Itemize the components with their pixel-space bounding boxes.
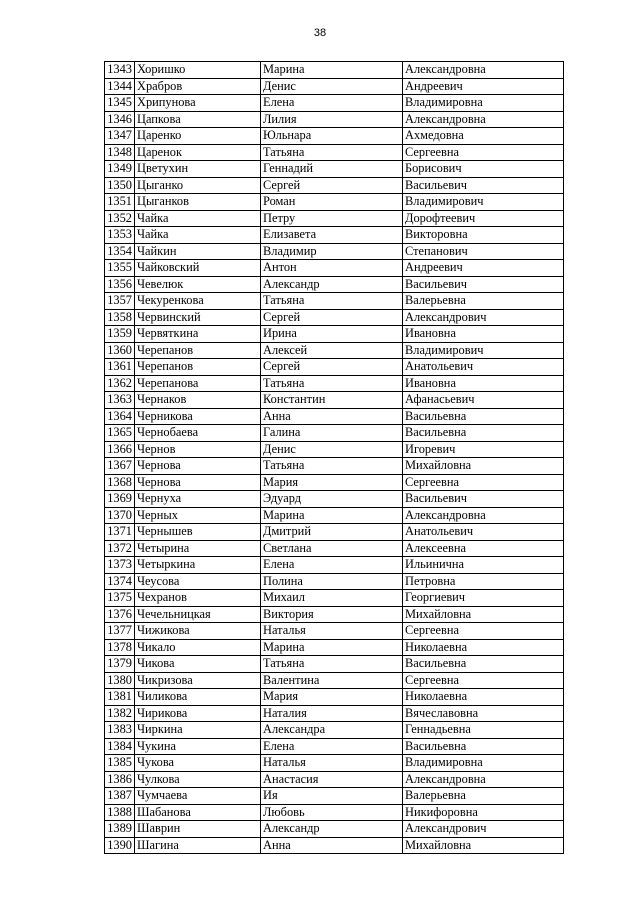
patronymic-cell: Сергеевна [403, 144, 564, 161]
patronymic-cell: Александрович [403, 309, 564, 326]
first-name-cell: Виктория [261, 606, 403, 623]
last-name-cell: Чукова [135, 755, 261, 772]
last-name-cell: Черепанова [135, 375, 261, 392]
row-number-cell: 1390 [105, 837, 135, 854]
row-number-cell: 1346 [105, 111, 135, 128]
patronymic-cell: Валерьевна [403, 788, 564, 805]
row-number-cell: 1347 [105, 128, 135, 145]
first-name-cell: Мария [261, 689, 403, 706]
table-row [105, 227, 564, 244]
row-number-cell: 1375 [105, 590, 135, 607]
table-row [105, 639, 564, 656]
row-number-cell: 1370 [105, 507, 135, 524]
first-name-cell: Марина [261, 639, 403, 656]
row-number-cell: 1359 [105, 326, 135, 343]
first-name-cell: Геннадий [261, 161, 403, 178]
row-number-cell: 1353 [105, 227, 135, 244]
patronymic-cell: Георгиевич [403, 590, 564, 607]
patronymic-cell: Владимирович [403, 342, 564, 359]
row-number-cell: 1373 [105, 557, 135, 574]
first-name-cell: Антон [261, 260, 403, 277]
table-row [105, 111, 564, 128]
row-number-cell: 1349 [105, 161, 135, 178]
first-name-cell: Сергей [261, 359, 403, 376]
first-name-cell: Марина [261, 62, 403, 79]
first-name-cell: Константин [261, 392, 403, 409]
table-row [105, 95, 564, 112]
patronymic-cell: Александровна [403, 771, 564, 788]
patronymic-cell: Анатольевич [403, 359, 564, 376]
patronymic-cell: Владимировна [403, 755, 564, 772]
patronymic-cell: Николаевна [403, 689, 564, 706]
last-name-cell: Чехранов [135, 590, 261, 607]
table-row [105, 293, 564, 310]
last-name-cell: Чернова [135, 474, 261, 491]
row-number-cell: 1368 [105, 474, 135, 491]
last-name-cell: Чайка [135, 227, 261, 244]
table-row [105, 755, 564, 772]
row-number-cell: 1361 [105, 359, 135, 376]
row-number-cell: 1350 [105, 177, 135, 194]
table-row [105, 573, 564, 590]
table-row [105, 491, 564, 508]
last-name-cell: Чирикова [135, 705, 261, 722]
row-number-cell: 1365 [105, 425, 135, 442]
table-row [105, 260, 564, 277]
table-row [105, 210, 564, 227]
table-row [105, 590, 564, 607]
patronymic-cell: Сергеевна [403, 623, 564, 640]
table-row [105, 62, 564, 79]
last-name-cell: Чикова [135, 656, 261, 673]
first-name-cell: Татьяна [261, 144, 403, 161]
last-name-cell: Цапкова [135, 111, 261, 128]
first-name-cell: Юльнара [261, 128, 403, 145]
patronymic-cell: Владимирович [403, 194, 564, 211]
first-name-cell: Наталья [261, 755, 403, 772]
first-name-cell: Анна [261, 837, 403, 854]
patronymic-cell: Ивановна [403, 375, 564, 392]
patronymic-cell: Петровна [403, 573, 564, 590]
first-name-cell: Татьяна [261, 656, 403, 673]
table-row [105, 342, 564, 359]
patronymic-cell: Васильевна [403, 656, 564, 673]
last-name-cell: Чеусова [135, 573, 261, 590]
table-row [105, 705, 564, 722]
row-number-cell: 1374 [105, 573, 135, 590]
last-name-cell: Четырина [135, 540, 261, 557]
patronymic-cell: Васильевна [403, 738, 564, 755]
table-row [105, 722, 564, 739]
last-name-cell: Цветухин [135, 161, 261, 178]
table-row [105, 474, 564, 491]
row-number-cell: 1352 [105, 210, 135, 227]
table-row [105, 837, 564, 854]
last-name-cell: Чиркина [135, 722, 261, 739]
first-name-cell: Елена [261, 95, 403, 112]
table-row [105, 161, 564, 178]
table-row [105, 623, 564, 640]
first-name-cell: Роман [261, 194, 403, 211]
first-name-cell: Елена [261, 557, 403, 574]
last-name-cell: Шагина [135, 837, 261, 854]
patronymic-cell: Ильинична [403, 557, 564, 574]
table-row [105, 359, 564, 376]
row-number-cell: 1360 [105, 342, 135, 359]
patronymic-cell: Ахмедовна [403, 128, 564, 145]
row-number-cell: 1354 [105, 243, 135, 260]
last-name-cell: Шабанова [135, 804, 261, 821]
roster-table [104, 61, 564, 854]
first-name-cell: Петру [261, 210, 403, 227]
patronymic-cell: Михайловна [403, 606, 564, 623]
row-number-cell: 1343 [105, 62, 135, 79]
patronymic-cell: Степанович [403, 243, 564, 260]
table-row [105, 128, 564, 145]
row-number-cell: 1345 [105, 95, 135, 112]
last-name-cell: Чукина [135, 738, 261, 755]
row-number-cell: 1381 [105, 689, 135, 706]
row-number-cell: 1379 [105, 656, 135, 673]
first-name-cell: Эдуард [261, 491, 403, 508]
table-row [105, 441, 564, 458]
row-number-cell: 1376 [105, 606, 135, 623]
first-name-cell: Александра [261, 722, 403, 739]
row-number-cell: 1389 [105, 821, 135, 838]
patronymic-cell: Сергеевна [403, 474, 564, 491]
roster-table-body [105, 62, 564, 854]
first-name-cell: Александр [261, 821, 403, 838]
first-name-cell: Мария [261, 474, 403, 491]
table-row [105, 243, 564, 260]
last-name-cell: Чекуренкова [135, 293, 261, 310]
row-number-cell: 1387 [105, 788, 135, 805]
last-name-cell: Чевелюк [135, 276, 261, 293]
patronymic-cell: Михайловна [403, 458, 564, 475]
last-name-cell: Чулкова [135, 771, 261, 788]
patronymic-cell: Александровна [403, 507, 564, 524]
first-name-cell: Галина [261, 425, 403, 442]
patronymic-cell: Александровна [403, 111, 564, 128]
last-name-cell: Царенко [135, 128, 261, 145]
last-name-cell: Цыганков [135, 194, 261, 211]
last-name-cell: Чечельницкая [135, 606, 261, 623]
last-name-cell: Черепанов [135, 342, 261, 359]
page-number: 38 [313, 27, 327, 39]
patronymic-cell: Анатольевич [403, 524, 564, 541]
patronymic-cell: Геннадьевна [403, 722, 564, 739]
row-number-cell: 1378 [105, 639, 135, 656]
table-row [105, 557, 564, 574]
last-name-cell: Чернаков [135, 392, 261, 409]
table-row [105, 771, 564, 788]
table-row [105, 177, 564, 194]
patronymic-cell: Васильевна [403, 408, 564, 425]
first-name-cell: Татьяна [261, 375, 403, 392]
row-number-cell: 1366 [105, 441, 135, 458]
last-name-cell: Чернышев [135, 524, 261, 541]
row-number-cell: 1364 [105, 408, 135, 425]
table-row [105, 804, 564, 821]
table-row [105, 507, 564, 524]
row-number-cell: 1369 [105, 491, 135, 508]
patronymic-cell: Николаевна [403, 639, 564, 656]
last-name-cell: Чайкин [135, 243, 261, 260]
last-name-cell: Хрипунова [135, 95, 261, 112]
table-row [105, 788, 564, 805]
row-number-cell: 1348 [105, 144, 135, 161]
row-number-cell: 1385 [105, 755, 135, 772]
first-name-cell: Татьяна [261, 458, 403, 475]
last-name-cell: Черникова [135, 408, 261, 425]
first-name-cell: Ирина [261, 326, 403, 343]
row-number-cell: 1384 [105, 738, 135, 755]
last-name-cell: Черных [135, 507, 261, 524]
row-number-cell: 1355 [105, 260, 135, 277]
patronymic-cell: Борисович [403, 161, 564, 178]
patronymic-cell: Васильевич [403, 177, 564, 194]
row-number-cell: 1358 [105, 309, 135, 326]
table-row [105, 326, 564, 343]
table-row [105, 425, 564, 442]
first-name-cell: Анна [261, 408, 403, 425]
row-number-cell: 1363 [105, 392, 135, 409]
first-name-cell: Наталия [261, 705, 403, 722]
patronymic-cell: Андреевич [403, 78, 564, 95]
last-name-cell: Червяткина [135, 326, 261, 343]
row-number-cell: 1351 [105, 194, 135, 211]
patronymic-cell: Александровна [403, 62, 564, 79]
last-name-cell: Цыганко [135, 177, 261, 194]
patronymic-cell: Михайловна [403, 837, 564, 854]
first-name-cell: Денис [261, 441, 403, 458]
row-number-cell: 1383 [105, 722, 135, 739]
last-name-cell: Червинский [135, 309, 261, 326]
first-name-cell: Владимир [261, 243, 403, 260]
first-name-cell: Татьяна [261, 293, 403, 310]
row-number-cell: 1367 [105, 458, 135, 475]
first-name-cell: Сергей [261, 309, 403, 326]
first-name-cell: Светлана [261, 540, 403, 557]
table-row [105, 392, 564, 409]
first-name-cell: Елизавета [261, 227, 403, 244]
patronymic-cell: Вячеславовна [403, 705, 564, 722]
row-number-cell: 1362 [105, 375, 135, 392]
last-name-cell: Чернова [135, 458, 261, 475]
patronymic-cell: Алексеевна [403, 540, 564, 557]
last-name-cell: Шаврин [135, 821, 261, 838]
patronymic-cell: Дорофтеевич [403, 210, 564, 227]
table-row [105, 78, 564, 95]
table-row [105, 458, 564, 475]
table-row [105, 689, 564, 706]
patronymic-cell: Игоревич [403, 441, 564, 458]
first-name-cell: Михаил [261, 590, 403, 607]
table-row [105, 375, 564, 392]
last-name-cell: Чернобаева [135, 425, 261, 442]
table-row [105, 276, 564, 293]
patronymic-cell: Афанасьевич [403, 392, 564, 409]
first-name-cell: Анастасия [261, 771, 403, 788]
table-row [105, 821, 564, 838]
last-name-cell: Чижикова [135, 623, 261, 640]
first-name-cell: Александр [261, 276, 403, 293]
last-name-cell: Чернов [135, 441, 261, 458]
first-name-cell: Наталья [261, 623, 403, 640]
first-name-cell: Лилия [261, 111, 403, 128]
patronymic-cell: Сергеевна [403, 672, 564, 689]
patronymic-cell: Васильевич [403, 491, 564, 508]
first-name-cell: Сергей [261, 177, 403, 194]
first-name-cell: Денис [261, 78, 403, 95]
patronymic-cell: Никифоровна [403, 804, 564, 821]
row-number-cell: 1372 [105, 540, 135, 557]
first-name-cell: Елена [261, 738, 403, 755]
patronymic-cell: Валерьевна [403, 293, 564, 310]
last-name-cell: Чикризова [135, 672, 261, 689]
last-name-cell: Хоришко [135, 62, 261, 79]
row-number-cell: 1357 [105, 293, 135, 310]
first-name-cell: Марина [261, 507, 403, 524]
table-row [105, 524, 564, 541]
patronymic-cell: Васильевна [403, 425, 564, 442]
table-row [105, 606, 564, 623]
first-name-cell: Ия [261, 788, 403, 805]
first-name-cell: Валентина [261, 672, 403, 689]
table-row [105, 656, 564, 673]
first-name-cell: Дмитрий [261, 524, 403, 541]
first-name-cell: Полина [261, 573, 403, 590]
row-number-cell: 1388 [105, 804, 135, 821]
first-name-cell: Алексей [261, 342, 403, 359]
patronymic-cell: Ивановна [403, 326, 564, 343]
table-row [105, 540, 564, 557]
last-name-cell: Чикало [135, 639, 261, 656]
patronymic-cell: Андреевич [403, 260, 564, 277]
last-name-cell: Четыркина [135, 557, 261, 574]
last-name-cell: Чернуха [135, 491, 261, 508]
table-row [105, 144, 564, 161]
row-number-cell: 1377 [105, 623, 135, 640]
first-name-cell: Любовь [261, 804, 403, 821]
row-number-cell: 1382 [105, 705, 135, 722]
patronymic-cell: Викторовна [403, 227, 564, 244]
table-row [105, 672, 564, 689]
last-name-cell: Чайковский [135, 260, 261, 277]
row-number-cell: 1380 [105, 672, 135, 689]
patronymic-cell: Александрович [403, 821, 564, 838]
last-name-cell: Черепанов [135, 359, 261, 376]
last-name-cell: Чумчаева [135, 788, 261, 805]
patronymic-cell: Васильевич [403, 276, 564, 293]
table-row [105, 309, 564, 326]
patronymic-cell: Владимировна [403, 95, 564, 112]
table-row [105, 738, 564, 755]
last-name-cell: Чайка [135, 210, 261, 227]
last-name-cell: Чиликова [135, 689, 261, 706]
row-number-cell: 1386 [105, 771, 135, 788]
table-row [105, 194, 564, 211]
last-name-cell: Храбров [135, 78, 261, 95]
table-row [105, 408, 564, 425]
row-number-cell: 1371 [105, 524, 135, 541]
row-number-cell: 1344 [105, 78, 135, 95]
last-name-cell: Царенок [135, 144, 261, 161]
row-number-cell: 1356 [105, 276, 135, 293]
